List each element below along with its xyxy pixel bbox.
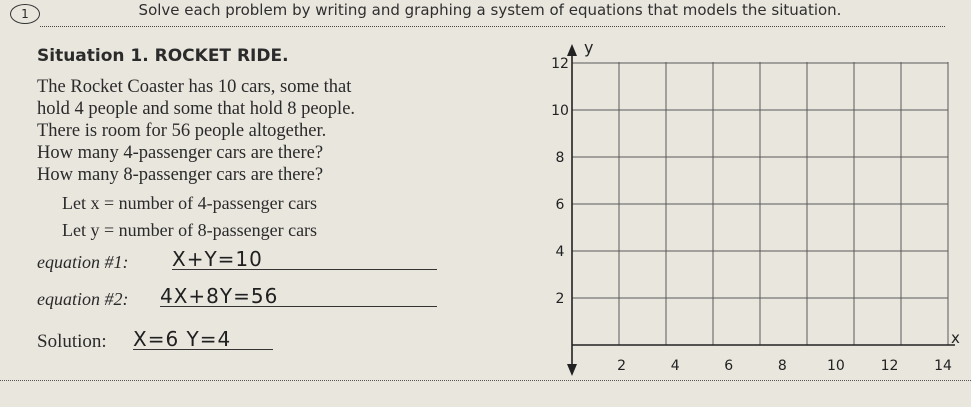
y-axis-up-arrow [567, 44, 577, 56]
equation2-label: equation #2: [37, 289, 129, 309]
question-eight-passenger: How many 8-passenger cars are there? [37, 165, 324, 185]
x-axis-label: x [951, 329, 960, 347]
solution-answer-field[interactable]: X=6 Y=4 [133, 327, 273, 350]
equation1-answer-field[interactable]: X+Y=10 [172, 247, 437, 270]
x-tick-label: 4 [670, 358, 680, 374]
y-tick-label: 12 [551, 56, 569, 72]
y-tick-label: 4 [555, 244, 565, 260]
y-tick-label: 6 [555, 197, 565, 213]
question-four-passenger: How many 4-passenger cars are there? [37, 143, 324, 163]
y-axis-label: y [584, 38, 594, 57]
grid-lines [572, 62, 948, 345]
x-tick-label: 6 [724, 358, 734, 374]
problem-number-badge: 1 [10, 4, 40, 24]
x-tick-label: 8 [777, 358, 787, 374]
variable-x-definition: Let x = number of 4-passenger cars [62, 193, 318, 213]
variable-y-definition: Let y = number of 8-passenger cars [62, 220, 318, 240]
situation-title: Situation 1. ROCKET RIDE. [37, 46, 289, 66]
solution-label: Solution: [37, 331, 107, 352]
problem-line-2: hold 4 people and some that hold 8 people. [37, 99, 356, 119]
x-tick-label: 2 [617, 358, 627, 374]
y-tick-label: 2 [555, 291, 565, 307]
problem-line-1: The Rocket Coaster has 10 cars, some that [37, 77, 352, 97]
y-tick-label: 10 [551, 103, 569, 119]
x-tick-label: 12 [880, 358, 899, 374]
x-tick-label: 10 [826, 358, 845, 374]
y-axis-down-arrow [567, 364, 577, 376]
equation1-label: equation #1: [37, 252, 129, 272]
equation2-answer-field[interactable]: 4X+8Y=56 [160, 284, 437, 307]
instruction-text: Solve each problem by writing and graphing a system of equations that models the situation. [138, 1, 842, 19]
y-tick-label: 8 [555, 150, 565, 166]
problem-line-3: There is room for 56 people altogether. [37, 121, 327, 141]
x-tick-label: 14 [934, 358, 952, 374]
bottom-divider [0, 380, 971, 381]
